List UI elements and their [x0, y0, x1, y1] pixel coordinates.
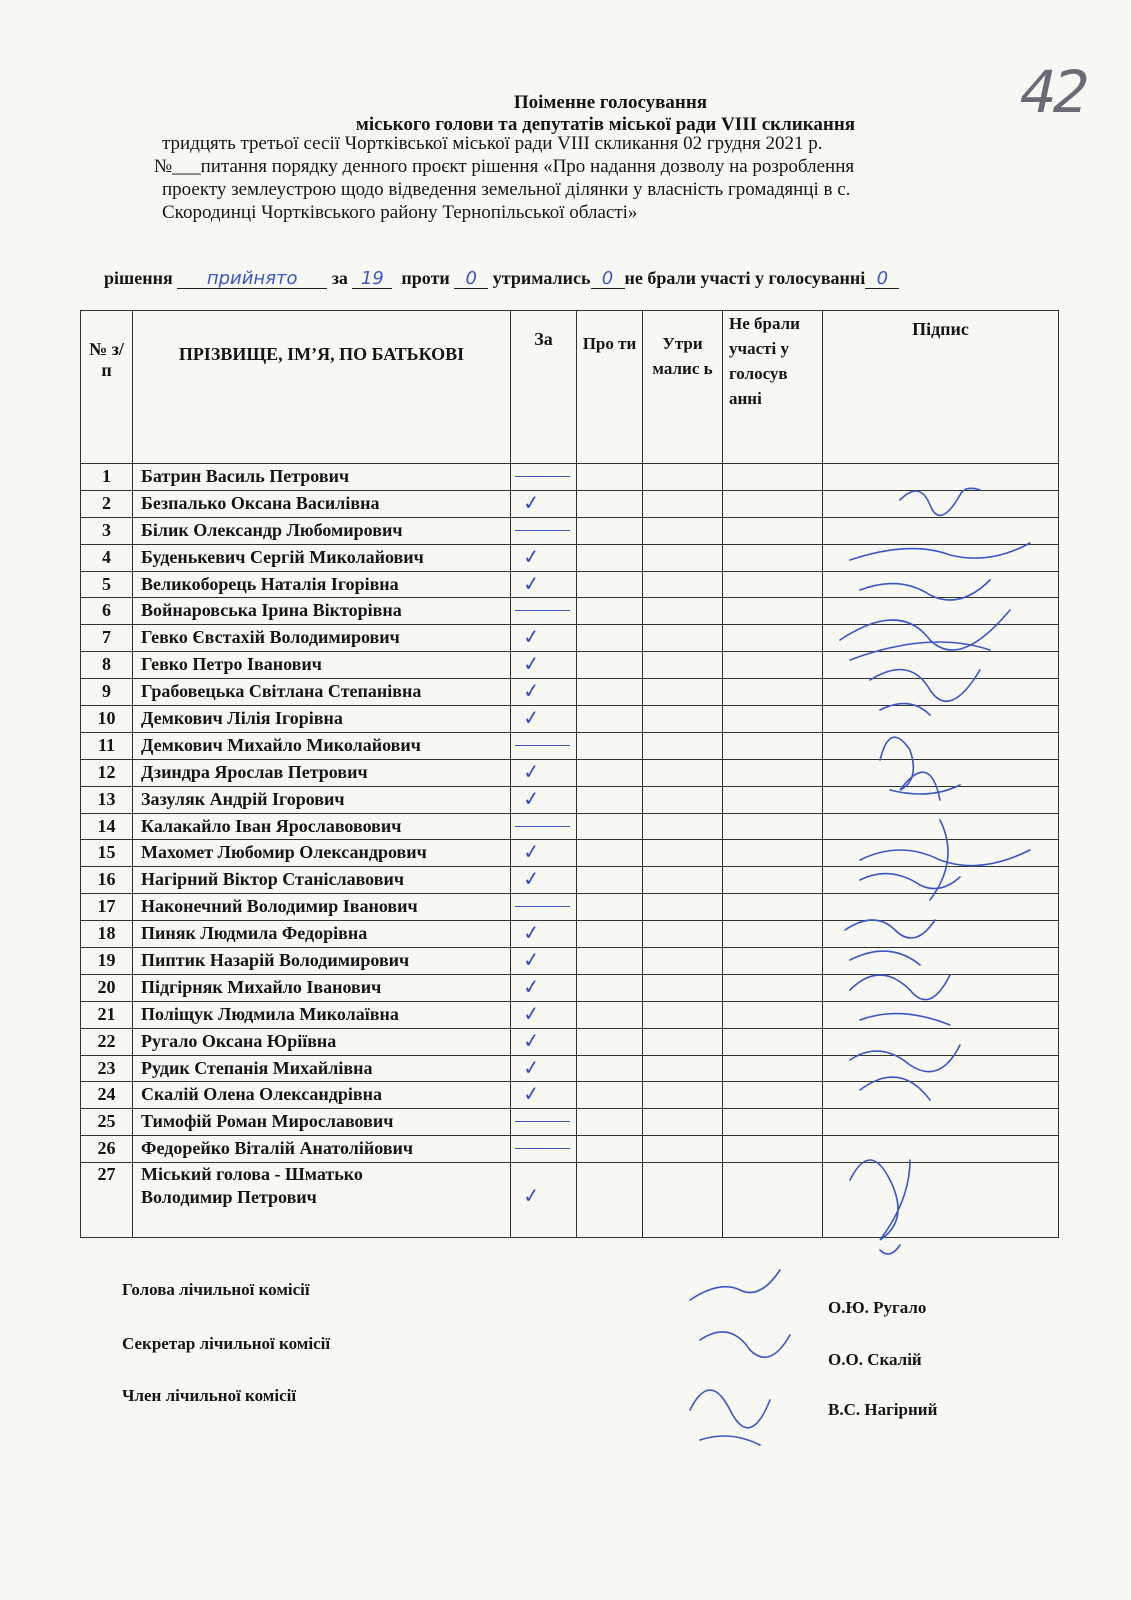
- vote-for-cell: [511, 598, 577, 625]
- deputy-name: Махомет Любомир Олександрович: [133, 840, 511, 867]
- deputy-name: Грабовецька Світлана Степанівна: [133, 679, 511, 706]
- vote-against-cell: [577, 759, 643, 786]
- vote-against-cell: [577, 1109, 643, 1136]
- intro-line-project: проекту землеустрою щодо відведення земельної ділянки у власність громадянці в с.: [162, 179, 851, 200]
- check-mark-icon: ✓: [521, 1182, 541, 1209]
- signature-cell: [823, 759, 1059, 786]
- deputy-name: Рудик Степанія Михайлівна: [133, 1055, 511, 1082]
- vote-abstained-cell: [643, 1163, 723, 1238]
- vote-against-cell: [577, 1055, 643, 1082]
- vote-against-cell: [577, 517, 643, 544]
- check-mark-icon: ✓: [521, 839, 541, 865]
- row-number: 13: [81, 786, 133, 813]
- abstained-count: 0: [591, 270, 625, 289]
- signature-cell: [823, 948, 1059, 975]
- deputy-name: Федорейко Віталій Анатолійович: [133, 1136, 511, 1163]
- vote-against-cell: [577, 732, 643, 759]
- vote-for-cell: [511, 571, 577, 598]
- vote-against-cell: [577, 786, 643, 813]
- signature-cell: [823, 625, 1059, 652]
- signature-cell: [823, 1001, 1059, 1028]
- row-number: 24: [81, 1082, 133, 1109]
- check-mark-icon: ✓: [521, 1027, 541, 1054]
- vote-against-cell: [577, 544, 643, 571]
- row-number: 25: [81, 1109, 133, 1136]
- vote-for-cell: [511, 517, 577, 544]
- vote-not-participated-cell: [723, 544, 823, 571]
- session-description: [154, 132, 1057, 224]
- signature-cell: [823, 598, 1059, 625]
- vote-for-cell: [511, 490, 577, 517]
- vote-against-cell: [577, 598, 643, 625]
- vote-not-participated-cell: [723, 490, 823, 517]
- strike-line: [515, 826, 570, 827]
- vote-for-cell: [511, 732, 577, 759]
- deputy-name: Наконечний Володимир Іванович: [133, 894, 511, 921]
- table-row: [81, 1082, 1059, 1109]
- row-number: 9: [81, 679, 133, 706]
- vote-against-cell: [577, 652, 643, 679]
- vote-abstained-cell: [643, 1109, 723, 1136]
- vote-abstained-cell: [643, 490, 723, 517]
- vote-not-participated-cell: [723, 598, 823, 625]
- signature-cell: [823, 706, 1059, 733]
- row-number: 3: [81, 517, 133, 544]
- chair-name: О.Ю. Ругало: [828, 1298, 927, 1317]
- vote-abstained-cell: [643, 867, 723, 894]
- table-row: [81, 894, 1059, 921]
- table-body: [81, 464, 1059, 1238]
- table-row: [81, 732, 1059, 759]
- decision-summary: [104, 268, 1064, 289]
- deputy-name: Поліщук Людмила Миколаївна: [133, 1001, 511, 1028]
- vote-not-participated-cell: [723, 571, 823, 598]
- check-mark-icon: ✓: [521, 785, 541, 812]
- table-row: [81, 1055, 1059, 1082]
- vote-not-participated-cell: [723, 1109, 823, 1136]
- vote-against-cell: [577, 571, 643, 598]
- vote-abstained-cell: [643, 1082, 723, 1109]
- signature-cell: [823, 679, 1059, 706]
- check-mark-icon: ✓: [521, 866, 541, 892]
- header-abstained: Утри малис ь: [643, 311, 723, 464]
- signature-cell: [823, 490, 1059, 517]
- table-row: [81, 948, 1059, 975]
- signature-cell: [823, 894, 1059, 921]
- deputy-name: Скалій Олена Олександрівна: [133, 1082, 511, 1109]
- vote-abstained-cell: [643, 517, 723, 544]
- row-number: 20: [81, 974, 133, 1001]
- check-mark-icon: ✓: [521, 651, 541, 677]
- signature-cell: [823, 813, 1059, 840]
- vote-abstained-cell: [643, 786, 723, 813]
- signature-cell: [823, 1136, 1059, 1163]
- table-row: [81, 706, 1059, 733]
- signature-cell: [823, 517, 1059, 544]
- vote-abstained-cell: [643, 625, 723, 652]
- table-row: [81, 544, 1059, 571]
- vote-not-participated-cell: [723, 1055, 823, 1082]
- vote-abstained-cell: [643, 679, 723, 706]
- deputy-name: Тимофій Роман Мирославович: [133, 1109, 511, 1136]
- check-mark-icon: ✓: [521, 919, 541, 946]
- vote-against-cell: [577, 867, 643, 894]
- vote-for-cell: [511, 867, 577, 894]
- signature-cell: [823, 732, 1059, 759]
- row-number: 23: [81, 1055, 133, 1082]
- vote-for-cell: [511, 1109, 577, 1136]
- vote-for-cell: [511, 974, 577, 1001]
- deputy-name: Войнаровська Ірина Вікторівна: [133, 598, 511, 625]
- vote-against-cell: [577, 625, 643, 652]
- table-row: [81, 1001, 1059, 1028]
- row-number: 11: [81, 732, 133, 759]
- vote-against-cell: [577, 1163, 643, 1238]
- check-mark-icon: ✓: [521, 1054, 541, 1080]
- not-voted-count: 0: [865, 270, 899, 289]
- row-number: 5: [81, 571, 133, 598]
- vote-against-cell: [577, 464, 643, 491]
- vote-abstained-cell: [643, 1001, 723, 1028]
- deputy-name: Білик Олександр Любомирович: [133, 517, 511, 544]
- row-number: 6: [81, 598, 133, 625]
- deputy-name: Батрин Василь Петрович: [133, 464, 511, 491]
- table-row: [81, 464, 1059, 491]
- table-row: [81, 598, 1059, 625]
- row-number: 17: [81, 894, 133, 921]
- vote-for-cell: [511, 786, 577, 813]
- member-name: В.С. Нагірний: [828, 1400, 938, 1419]
- table-row: [81, 679, 1059, 706]
- deputy-name: Буденькевич Сергій Миколайович: [133, 544, 511, 571]
- table-row: [81, 1109, 1059, 1136]
- signature-cell: [823, 867, 1059, 894]
- vote-against-cell: [577, 706, 643, 733]
- vote-against-cell: [577, 1001, 643, 1028]
- deputy-name: Дзиндра Ярослав Петрович: [133, 759, 511, 786]
- table-row: [81, 813, 1059, 840]
- vote-not-participated-cell: [723, 464, 823, 491]
- vote-not-participated-cell: [723, 1028, 823, 1055]
- vote-abstained-cell: [643, 1028, 723, 1055]
- vote-abstained-cell: [643, 544, 723, 571]
- row-number: 19: [81, 948, 133, 975]
- for-label: за: [331, 268, 348, 288]
- check-mark-icon: ✓: [521, 1081, 541, 1107]
- mayor-name-line2: Володимир Петрович: [141, 1187, 317, 1208]
- vote-for-cell: [511, 1136, 577, 1163]
- vote-for-cell: [511, 1163, 577, 1238]
- check-mark-icon: ✓: [521, 489, 541, 516]
- signature-cell: [823, 1028, 1059, 1055]
- vote-not-participated-cell: [723, 706, 823, 733]
- row-number: 1: [81, 464, 133, 491]
- vote-not-participated-cell: [723, 948, 823, 975]
- vote-for-cell: [511, 921, 577, 948]
- header-not-voted: Не брали участі у голосув анні: [723, 311, 823, 464]
- vote-not-participated-cell: [723, 867, 823, 894]
- vote-for-cell: [511, 625, 577, 652]
- mayor-name: [133, 1163, 511, 1238]
- deputy-name: Демкович Михайло Миколайович: [133, 732, 511, 759]
- strike-line: [515, 476, 570, 477]
- signature-stroke: [690, 1270, 790, 1357]
- check-mark-icon: ✓: [521, 946, 541, 973]
- vote-not-participated-cell: [723, 813, 823, 840]
- vote-not-participated-cell: [723, 517, 823, 544]
- table-row: [81, 517, 1059, 544]
- vote-for-cell: [511, 544, 577, 571]
- signature-cell: [823, 786, 1059, 813]
- vote-abstained-cell: [643, 1136, 723, 1163]
- vote-for-cell: [511, 894, 577, 921]
- table-row: [81, 786, 1059, 813]
- header-signature: Підпис: [823, 311, 1059, 464]
- vote-abstained-cell: [643, 1055, 723, 1082]
- deputy-name: Великоборець Наталія Ігорівна: [133, 571, 511, 598]
- deputy-name: Безпалько Оксана Василівна: [133, 490, 511, 517]
- row-number: 12: [81, 759, 133, 786]
- vote-not-participated-cell: [723, 921, 823, 948]
- chair-label: Голова лічильної комісії: [122, 1280, 310, 1299]
- vote-abstained-cell: [643, 813, 723, 840]
- check-mark-icon: ✓: [521, 570, 541, 596]
- vote-against-cell: [577, 1028, 643, 1055]
- row-number: 7: [81, 625, 133, 652]
- strike-line: [515, 1148, 570, 1149]
- signature-cell: [823, 1109, 1059, 1136]
- check-mark-icon: ✓: [521, 973, 541, 1000]
- signature-cell: [823, 652, 1059, 679]
- secretary-name: О.О. Скалій: [828, 1350, 922, 1369]
- vote-not-participated-cell: [723, 1082, 823, 1109]
- vote-against-cell: [577, 1082, 643, 1109]
- vote-against-cell: [577, 813, 643, 840]
- signature-cell: [823, 464, 1059, 491]
- not-voted-label: не брали участі у голосуванні: [624, 268, 866, 288]
- vote-against-cell: [577, 490, 643, 517]
- deputy-name: Підгірняк Михайло Іванович: [133, 974, 511, 1001]
- deputy-name: Калакайло Іван Ярославовович: [133, 813, 511, 840]
- vote-not-participated-cell: [723, 679, 823, 706]
- signature-cell: [823, 974, 1059, 1001]
- row-number: 22: [81, 1028, 133, 1055]
- vote-abstained-cell: [643, 894, 723, 921]
- signature-cell: [823, 544, 1059, 571]
- check-mark-icon: ✓: [521, 677, 541, 704]
- handwritten-page-number: 42: [1012, 58, 1094, 126]
- table-row: [81, 1028, 1059, 1055]
- table-row: [81, 840, 1059, 867]
- table-row: [81, 1136, 1059, 1163]
- vote-against-cell: [577, 921, 643, 948]
- vote-not-participated-cell: [723, 732, 823, 759]
- decision-value: прийнято: [177, 270, 327, 289]
- against-label: проти: [401, 268, 450, 288]
- row-number: 8: [81, 652, 133, 679]
- vote-against-cell: [577, 840, 643, 867]
- vote-for-cell: [511, 1001, 577, 1028]
- against-count: 0: [454, 270, 488, 289]
- deputy-name: Гевко Євстахій Володимирович: [133, 625, 511, 652]
- row-number: 14: [81, 813, 133, 840]
- vote-not-participated-cell: [723, 759, 823, 786]
- header-against: Про ти: [577, 311, 643, 464]
- vote-for-cell: [511, 1028, 577, 1055]
- vote-for-cell: [511, 840, 577, 867]
- vote-against-cell: [577, 894, 643, 921]
- vote-not-participated-cell: [723, 1163, 823, 1238]
- vote-not-participated-cell: [723, 894, 823, 921]
- row-number: 15: [81, 840, 133, 867]
- signature-cell: [823, 1082, 1059, 1109]
- header-number: № з/п: [81, 311, 133, 464]
- vote-for-cell: [511, 1082, 577, 1109]
- deputy-name: Зазуляк Андрій Ігорович: [133, 786, 511, 813]
- abstained-label: утримались: [492, 268, 591, 288]
- vote-abstained-cell: [643, 948, 723, 975]
- document-subtitle: міського голови та депутатів міської ради VIII скликання: [355, 114, 856, 135]
- strike-line: [515, 610, 570, 611]
- vote-abstained-cell: [643, 706, 723, 733]
- check-mark-icon: ✓: [521, 624, 541, 650]
- table-row: [81, 921, 1059, 948]
- vote-against-cell: [577, 1136, 643, 1163]
- vote-not-participated-cell: [723, 786, 823, 813]
- deputy-name: Нагірний Віктор Станіславович: [133, 867, 511, 894]
- vote-abstained-cell: [643, 921, 723, 948]
- row-number: 21: [81, 1001, 133, 1028]
- vote-for-cell: [511, 1055, 577, 1082]
- vote-not-participated-cell: [723, 1001, 823, 1028]
- row-number: 10: [81, 706, 133, 733]
- vote-abstained-cell: [643, 464, 723, 491]
- intro-line-location: Скородинці Чортківського району Тернопільської області»: [162, 202, 638, 223]
- vote-for-cell: [511, 948, 577, 975]
- vote-not-participated-cell: [723, 652, 823, 679]
- secretary-label: Секретар лічильної комісії: [122, 1334, 331, 1353]
- for-count: 19: [352, 270, 392, 289]
- vote-against-cell: [577, 974, 643, 1001]
- vote-not-participated-cell: [723, 974, 823, 1001]
- table-row: [81, 625, 1059, 652]
- header-for: За: [511, 311, 577, 464]
- vote-abstained-cell: [643, 759, 723, 786]
- strike-line: [515, 906, 570, 907]
- vote-not-participated-cell: [723, 625, 823, 652]
- strike-line: [515, 530, 570, 531]
- deputy-name: Демкович Лілія Ігорівна: [133, 706, 511, 733]
- signature-cell: [823, 921, 1059, 948]
- vote-against-cell: [577, 679, 643, 706]
- vote-for-cell: [511, 464, 577, 491]
- table-row-mayor: [81, 1163, 1059, 1238]
- vote-abstained-cell: [643, 840, 723, 867]
- intro-line-session: тридцять третьої сесії Чортківської міської ради VIII скликання 02 грудня 2021 р.: [162, 133, 823, 154]
- document-title: Поіменне голосування: [513, 92, 708, 113]
- table-row: [81, 974, 1059, 1001]
- decision-label: рішення: [104, 268, 173, 288]
- signature-cell: [823, 1163, 1059, 1238]
- row-number: 2: [81, 490, 133, 517]
- check-mark-icon: ✓: [521, 1000, 541, 1027]
- row-number: 27: [81, 1163, 133, 1238]
- table-row: [81, 490, 1059, 517]
- member-label: Член лічильної комісії: [122, 1386, 297, 1405]
- check-mark-icon: ✓: [521, 758, 541, 785]
- row-number: 16: [81, 867, 133, 894]
- signature-stroke: [690, 1390, 770, 1445]
- vote-abstained-cell: [643, 598, 723, 625]
- signature-cell: [823, 840, 1059, 867]
- deputy-name: Пиптик Назарій Володимирович: [133, 948, 511, 975]
- vote-abstained-cell: [643, 974, 723, 1001]
- vote-against-cell: [577, 948, 643, 975]
- signature-cell: [823, 1055, 1059, 1082]
- roll-call-table: [80, 310, 1059, 1238]
- vote-abstained-cell: [643, 652, 723, 679]
- row-number: 26: [81, 1136, 133, 1163]
- header-name: ПРІЗВИЩЕ, ІМ’Я, ПО БАТЬКОВІ: [133, 311, 511, 464]
- vote-for-cell: [511, 706, 577, 733]
- deputy-name: Ругало Оксана Юріївна: [133, 1028, 511, 1055]
- vote-for-cell: [511, 759, 577, 786]
- strike-line: [515, 745, 570, 746]
- table-row: [81, 652, 1059, 679]
- row-number: 18: [81, 921, 133, 948]
- table-row: [81, 867, 1059, 894]
- table-row: [81, 571, 1059, 598]
- signature-cell: [823, 571, 1059, 598]
- deputy-name: Гевко Петро Іванович: [133, 652, 511, 679]
- vote-not-participated-cell: [723, 1136, 823, 1163]
- check-mark-icon: ✓: [521, 543, 541, 570]
- mayor-name-line1: Міський голова - Шматько: [141, 1164, 363, 1185]
- row-number: 4: [81, 544, 133, 571]
- table-row: [81, 759, 1059, 786]
- intro-line-question: №___питання порядку денного проєкт рішення «Про надання дозволу на розроблення: [154, 156, 855, 177]
- vote-abstained-cell: [643, 571, 723, 598]
- deputy-name: Пиняк Людмила Федорівна: [133, 921, 511, 948]
- check-mark-icon: ✓: [521, 704, 541, 731]
- vote-for-cell: [511, 652, 577, 679]
- table-header-row: [81, 311, 1059, 464]
- vote-not-participated-cell: [723, 840, 823, 867]
- vote-for-cell: [511, 679, 577, 706]
- vote-for-cell: [511, 813, 577, 840]
- vote-abstained-cell: [643, 732, 723, 759]
- strike-line: [515, 1121, 570, 1122]
